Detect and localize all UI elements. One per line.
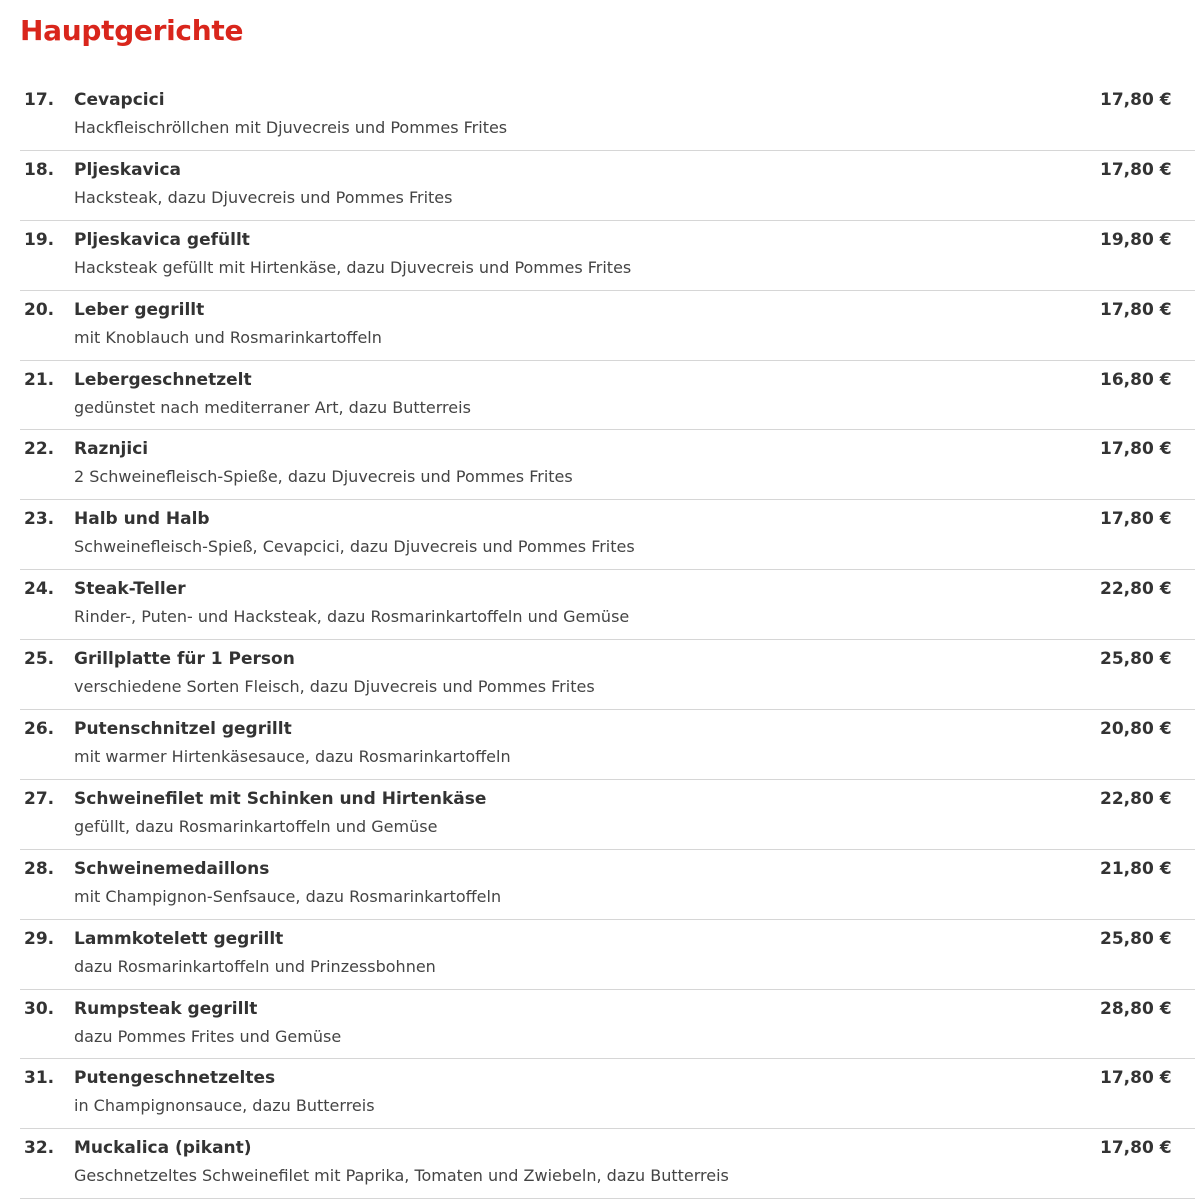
item-description: mit Knoblauch und Rosmarinkartoffeln bbox=[74, 327, 382, 347]
item-number: 24. bbox=[24, 579, 55, 600]
menu-item bbox=[20, 430, 1195, 500]
menu-item bbox=[20, 221, 1195, 291]
item-description: verschiedene Sorten Fleisch, dazu Djuvecreis und Pommes Frites bbox=[74, 677, 595, 697]
item-description: Rinder-, Puten- und Hacksteak, dazu Rosmarinkartoffeln und Gemüse bbox=[74, 607, 630, 627]
item-price: 17,80 € bbox=[1100, 90, 1172, 110]
item-number: 30. bbox=[24, 998, 55, 1019]
item-number: 20. bbox=[24, 299, 55, 320]
item-description: dazu Rosmarinkartoffeln und Prinzessbohnen bbox=[74, 956, 436, 976]
item-name: Leber gegrillt bbox=[74, 299, 205, 320]
item-price: 17,80 € bbox=[1100, 509, 1172, 530]
item-price: 17,80 € bbox=[1100, 159, 1172, 180]
item-number: 18. bbox=[24, 159, 55, 180]
menu-list bbox=[20, 81, 1195, 1199]
item-description: mit Champignon-Senfsauce, dazu Rosmarinkartoffeln bbox=[74, 886, 502, 906]
item-name: Rumpsteak gegrillt bbox=[74, 998, 258, 1019]
item-name: Pljeskavica gefüllt bbox=[74, 229, 250, 250]
item-name: Lebergeschnetzelt bbox=[74, 369, 252, 390]
item-number: 29. bbox=[24, 928, 55, 949]
item-number: 26. bbox=[24, 719, 55, 740]
menu-item bbox=[20, 920, 1195, 990]
item-name: Steak-Teller bbox=[74, 579, 186, 600]
item-price: 22,80 € bbox=[1100, 579, 1172, 600]
item-name: Grillplatte für 1 Person bbox=[74, 649, 295, 670]
item-price: 25,80 € bbox=[1100, 928, 1172, 949]
menu-item bbox=[20, 500, 1195, 570]
item-description: 2 Schweinefleisch-Spieße, dazu Djuvecreis und Pommes Frites bbox=[74, 467, 573, 487]
item-price: 20,80 € bbox=[1100, 719, 1172, 740]
item-description: Geschnetzeltes Schweinefilet mit Paprika, Tomaten und Zwiebeln, dazu Butterreis bbox=[74, 1166, 729, 1186]
item-description: Schweinefleisch-Spieß, Cevapcici, dazu Djuvecreis und Pommes Frites bbox=[74, 537, 635, 557]
item-name: Lammkotelett gegrillt bbox=[74, 928, 284, 949]
menu-item bbox=[20, 640, 1195, 710]
item-price: 16,80 € bbox=[1100, 369, 1172, 390]
item-number: 22. bbox=[24, 439, 55, 460]
menu-item bbox=[20, 990, 1195, 1060]
item-price: 19,80 € bbox=[1100, 229, 1172, 250]
menu-item bbox=[20, 361, 1195, 431]
menu-item bbox=[20, 570, 1195, 640]
item-price: 28,80 € bbox=[1100, 998, 1172, 1019]
menu-item bbox=[20, 1059, 1195, 1129]
menu-item bbox=[20, 780, 1195, 850]
item-price: 17,80 € bbox=[1100, 299, 1172, 320]
menu-item bbox=[20, 1129, 1195, 1199]
section-heading: Hauptgerichte bbox=[20, 14, 244, 47]
menu-item bbox=[20, 710, 1195, 780]
item-number: 23. bbox=[24, 509, 55, 530]
item-price: 21,80 € bbox=[1100, 858, 1172, 879]
item-price: 22,80 € bbox=[1100, 788, 1172, 809]
item-description: Hacksteak, dazu Djuvecreis und Pommes Frites bbox=[74, 187, 453, 207]
item-number: 27. bbox=[24, 788, 55, 809]
menu-item bbox=[20, 81, 1195, 151]
item-name: Putenschnitzel gegrillt bbox=[74, 719, 292, 740]
item-name: Halb und Halb bbox=[74, 509, 210, 530]
item-number: 32. bbox=[24, 1138, 55, 1159]
item-description: dazu Pommes Frites und Gemüse bbox=[74, 1026, 342, 1046]
item-name: Cevapcici bbox=[74, 90, 165, 110]
item-name: Pljeskavica bbox=[74, 159, 181, 180]
item-price: 17,80 € bbox=[1100, 1068, 1172, 1089]
item-description: gefüllt, dazu Rosmarinkartoffeln und Gemüse bbox=[74, 816, 438, 836]
item-description: mit warmer Hirtenkäsesauce, dazu Rosmarinkartoffeln bbox=[74, 747, 511, 767]
item-number: 31. bbox=[24, 1068, 55, 1089]
item-name: Schweinefilet mit Schinken und Hirtenkäse bbox=[74, 788, 487, 809]
item-number: 17. bbox=[24, 90, 55, 110]
item-number: 28. bbox=[24, 858, 55, 879]
menu-item bbox=[20, 291, 1195, 361]
item-price: 25,80 € bbox=[1100, 649, 1172, 670]
menu-item bbox=[20, 151, 1195, 221]
item-number: 19. bbox=[24, 229, 55, 250]
item-description: in Champignonsauce, dazu Butterreis bbox=[74, 1096, 375, 1116]
item-name: Raznjici bbox=[74, 439, 149, 460]
item-price: 17,80 € bbox=[1100, 439, 1172, 460]
item-description: gedünstet nach mediterraner Art, dazu Butterreis bbox=[74, 397, 471, 417]
menu-item bbox=[20, 850, 1195, 920]
item-description: Hackfleischröllchen mit Djuvecreis und Pommes Frites bbox=[74, 118, 508, 137]
item-name: Schweinemedaillons bbox=[74, 858, 270, 879]
item-price: 17,80 € bbox=[1100, 1138, 1172, 1159]
item-description: Hacksteak gefüllt mit Hirtenkäse, dazu Djuvecreis und Pommes Frites bbox=[74, 257, 632, 277]
item-number: 25. bbox=[24, 649, 55, 670]
item-number: 21. bbox=[24, 369, 55, 390]
item-name: Putengeschnetzeltes bbox=[74, 1068, 276, 1089]
item-name: Muckalica (pikant) bbox=[74, 1138, 252, 1159]
